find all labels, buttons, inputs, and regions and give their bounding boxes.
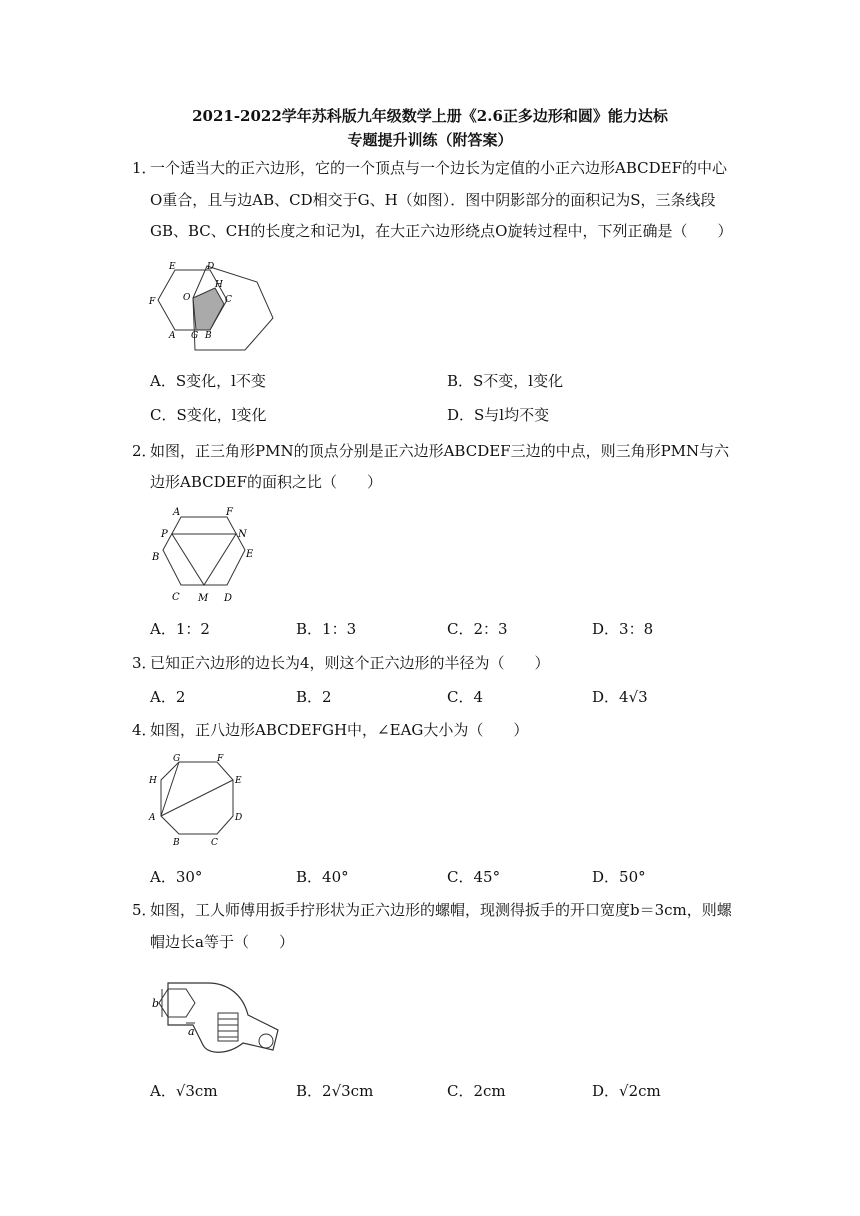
q3-option-a[interactable]: A．2 [150,688,186,706]
wrench-hole [259,1034,273,1048]
label-b: b [152,997,160,1010]
label-d: D [207,262,215,272]
label-e: E [169,262,176,272]
question-1-line-1: 1． 一个适当大的正六边形，它的一个顶点与一个边长为定值的小正六边形ABCDEF的中心 [132,159,727,177]
label-n: N [238,529,247,540]
nut-hexagon [159,989,195,1017]
label-c: C [172,592,180,603]
label-a: A [169,331,176,341]
q3-option-b[interactable]: B．2 [296,688,332,706]
label-f: F [226,507,233,518]
q1-option-d[interactable]: D．S与l均不变 [447,406,550,424]
q5-option-c[interactable]: C．2cm [447,1082,506,1100]
q5-option-b[interactable]: B．2√3cm [296,1082,374,1100]
q4-option-a[interactable]: A．30° [150,868,203,886]
label-b: B [205,331,212,341]
label-e: E [246,549,254,560]
label-g: G [173,754,181,764]
question-4-figure [145,752,255,852]
q1-option-c[interactable]: C．S变化，l变化 [150,406,267,424]
label-b: B [152,552,160,563]
q1-option-b[interactable]: B．S不变，l变化 [447,372,564,390]
q5-option-d[interactable]: D．√2cm [592,1082,661,1100]
label-p: P [161,529,168,540]
question-5-figure [148,975,288,1065]
q2-option-d[interactable]: D．3：8 [592,620,654,638]
q5-option-a[interactable]: A．√3cm [150,1082,218,1100]
question-2-figure [148,505,268,605]
q1-option-a[interactable]: A．S变化，l不变 [150,372,266,390]
q4-option-c[interactable]: C．45° [447,868,501,886]
label-g: G [191,331,199,341]
wrench-body [168,983,278,1052]
hexagon-abcdef [163,517,245,585]
label-d: D [235,813,243,823]
label-b: B [173,838,180,848]
label-a: A [149,813,156,823]
label-m: M [198,593,209,604]
question-1-line-2: O重合，且与边AB、CD相交于G、H（如图）．图中阴影部分的面积记为S，三条线段 [150,191,716,209]
label-d: D [224,593,233,604]
page-subtitle: 专题提升训练（附答案） [347,131,513,149]
q2-option-b[interactable]: B．1：3 [296,620,357,638]
page-title: 2021-2022学年苏科版九年级数学上册《2.6正多边形和圆》能力达标 [192,107,668,125]
label-c: C [225,295,232,305]
question-4-line-1: 4． 如图，正八边形ABCDEFGH中，∠EAG大小为（ ） [132,721,529,739]
q2-option-a[interactable]: A．1：2 [150,620,210,638]
question-2-line-1: 2． 如图，正三角形PMN的顶点分别是正六边形ABCDEF三边的中点，则三角形PMN与六 [132,442,730,460]
label-e: E [235,776,242,786]
q2-option-c[interactable]: C．2：3 [447,620,508,638]
question-1-line-3: GB、BC、CH的长度之和记为l，在大正六边形绕点O旋转过程中，下列正确是（ ） [150,222,733,240]
question-5-line-1: 5． 如图，工人师傅用扳手拧形状为正六边形的螺帽，现测得扳手的开口宽度b＝3cm，则螺 [132,901,732,919]
question-2-line-2: 边形ABCDEF的面积之比（ ） [150,473,382,491]
label-a: A [173,507,181,518]
label-f: F [149,297,156,307]
label-c: C [211,838,218,848]
label-f: F [217,754,224,764]
shaded-region [193,288,224,330]
q3-option-d[interactable]: D．4√3 [592,688,648,706]
question-1-figure [145,258,285,358]
label-h: H [149,776,157,786]
q4-option-d[interactable]: D．50° [592,868,646,886]
segment-ae [161,780,233,816]
label-o: O [183,293,191,303]
q4-option-b[interactable]: B．40° [296,868,349,886]
q3-option-c[interactable]: C．4 [447,688,484,706]
label-a: a [188,1025,195,1038]
triangle-pmn [172,534,236,585]
question-3-line-1: 3． 已知正六边形的边长为4，则这个正六边形的半径为（ ） [132,654,550,672]
label-h: H [215,280,223,290]
question-5-line-2: 帽边长a等于（ ） [150,933,294,951]
